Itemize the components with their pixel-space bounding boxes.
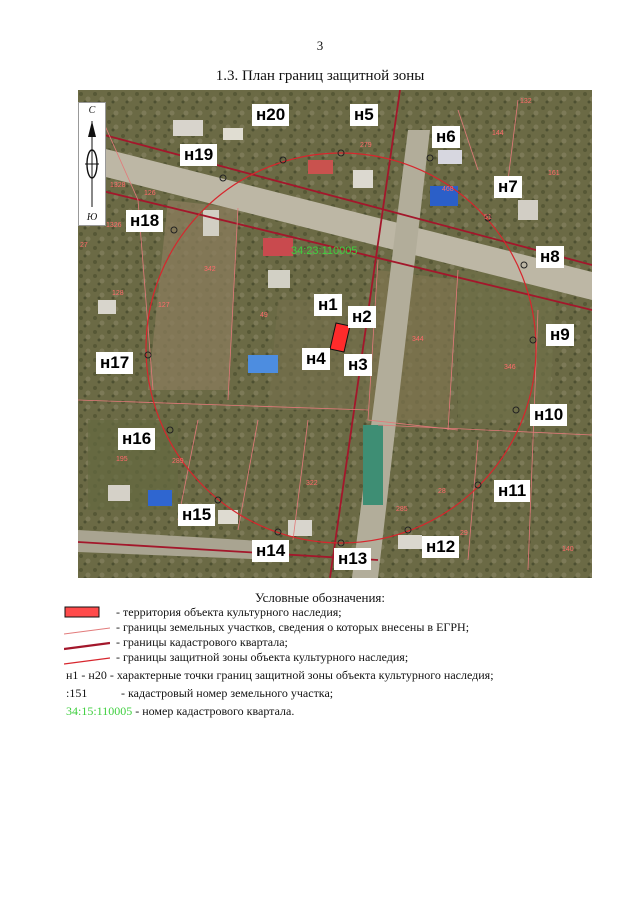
building: [518, 200, 538, 220]
building: [353, 170, 373, 188]
parcel-number: 29: [460, 530, 468, 537]
parcel-number: 132: [520, 98, 532, 105]
compass-rose: [78, 102, 106, 226]
legend-item-text: - границы кадастрового квартала;: [116, 635, 288, 649]
point-label-n8: н8: [536, 246, 564, 268]
building: [288, 520, 312, 536]
point-label-n15: н15: [178, 504, 215, 526]
quarter-description: - номер кадастрового квартала.: [135, 704, 295, 718]
parcel-number: 126: [144, 190, 156, 197]
point-label-n9: н9: [546, 324, 574, 346]
point-label-n13: н13: [334, 548, 371, 570]
point-label-n6: н6: [432, 126, 460, 148]
building: [263, 238, 293, 256]
point-label-n3: н3: [344, 354, 372, 376]
point-label-n10: н10: [530, 404, 567, 426]
legend-parcel-row: [66, 686, 333, 701]
legend-title: Условные обозначения:: [254, 590, 386, 605]
parcel-number: 49: [260, 312, 268, 319]
parcel-number: 195: [116, 456, 128, 463]
parcel-number: 279: [360, 142, 372, 149]
building: [223, 128, 243, 140]
point-label-n17: н17: [96, 352, 133, 374]
page-number: 3: [316, 38, 324, 53]
building: [173, 120, 203, 136]
point-label-n1: н1: [314, 294, 342, 316]
parcel-number: 289: [172, 458, 184, 465]
point-label-n11: н11: [494, 480, 530, 502]
field-parcel: [458, 270, 558, 420]
parcel-number: 128: [112, 290, 124, 297]
quarter-example: 34:15:110005: [66, 704, 133, 718]
point-label-n16: н16: [118, 428, 155, 450]
thin-line-icon: [64, 626, 110, 636]
point-label-n20: н20: [252, 104, 289, 126]
parcel-example: :151: [66, 686, 88, 700]
legend-item-text: - территория объекта культурного наследия;: [116, 605, 342, 619]
parcel-number: 346: [504, 364, 516, 371]
parcel-number: 161: [548, 170, 560, 177]
parcel-number: 468: [442, 186, 454, 193]
building: [248, 355, 278, 373]
building: [148, 490, 172, 506]
building: [268, 270, 290, 288]
building: [203, 210, 219, 236]
building: [108, 485, 130, 501]
legend-points-row: [66, 668, 494, 683]
parcel-number: 28: [438, 488, 446, 495]
point-label-n18: н18: [126, 210, 163, 232]
point-label-n4: н4: [302, 348, 330, 370]
parcel-number: 342: [204, 266, 216, 273]
parcel-number: 344: [412, 336, 424, 343]
point-label-n5: н5: [350, 104, 378, 126]
parcel-description: - кадастровый номер земельного участка;: [121, 686, 334, 700]
legend-item-text: - границы земельных участков, сведения о которых внесены в ЕГРН;: [116, 620, 470, 634]
satellite-base: [78, 90, 592, 578]
parcel-number: 140: [562, 546, 574, 553]
parcel-number: 322: [306, 480, 318, 487]
protection-zone-map: [78, 90, 592, 578]
medium-line-icon: [64, 656, 110, 666]
point-label-n7: н7: [494, 176, 522, 198]
parcel-number: 144: [492, 130, 504, 137]
building: [363, 425, 383, 505]
parcel-number: 285: [396, 506, 408, 513]
parcel-number: 1326: [106, 222, 122, 229]
building: [308, 160, 333, 174]
point-label-n2: н2: [348, 306, 376, 328]
point-range: н1 - н20: [66, 668, 107, 682]
parcel-number: 127: [158, 302, 170, 309]
point-label-n14: н14: [252, 540, 289, 562]
building: [438, 150, 462, 164]
legend-quarter-row: [66, 704, 294, 719]
parcel-number: 51: [484, 214, 492, 221]
legend-item-text: - границы защитной зоны объекта культурного наследия;: [116, 650, 409, 664]
building: [398, 535, 422, 549]
quarter-number-label: 34:23:110005: [291, 245, 358, 257]
building: [98, 300, 116, 314]
point-description: - характерные точки границ защитной зоны объекта культурного наследия;: [109, 668, 494, 682]
parcel-number: 1328: [110, 182, 126, 189]
point-label-n19: н19: [180, 144, 217, 166]
thick-line-icon: [64, 641, 110, 651]
point-label-n12: н12: [422, 536, 459, 558]
section-title: 1.3. План границ защитной зоны: [215, 68, 425, 84]
parcel-number: 27: [80, 242, 88, 249]
compass-arrow-icon: [83, 119, 101, 209]
compass-south-label: Ю: [86, 212, 98, 223]
compass-north-label: С: [88, 105, 96, 116]
red-rectangle-icon: [64, 606, 100, 618]
